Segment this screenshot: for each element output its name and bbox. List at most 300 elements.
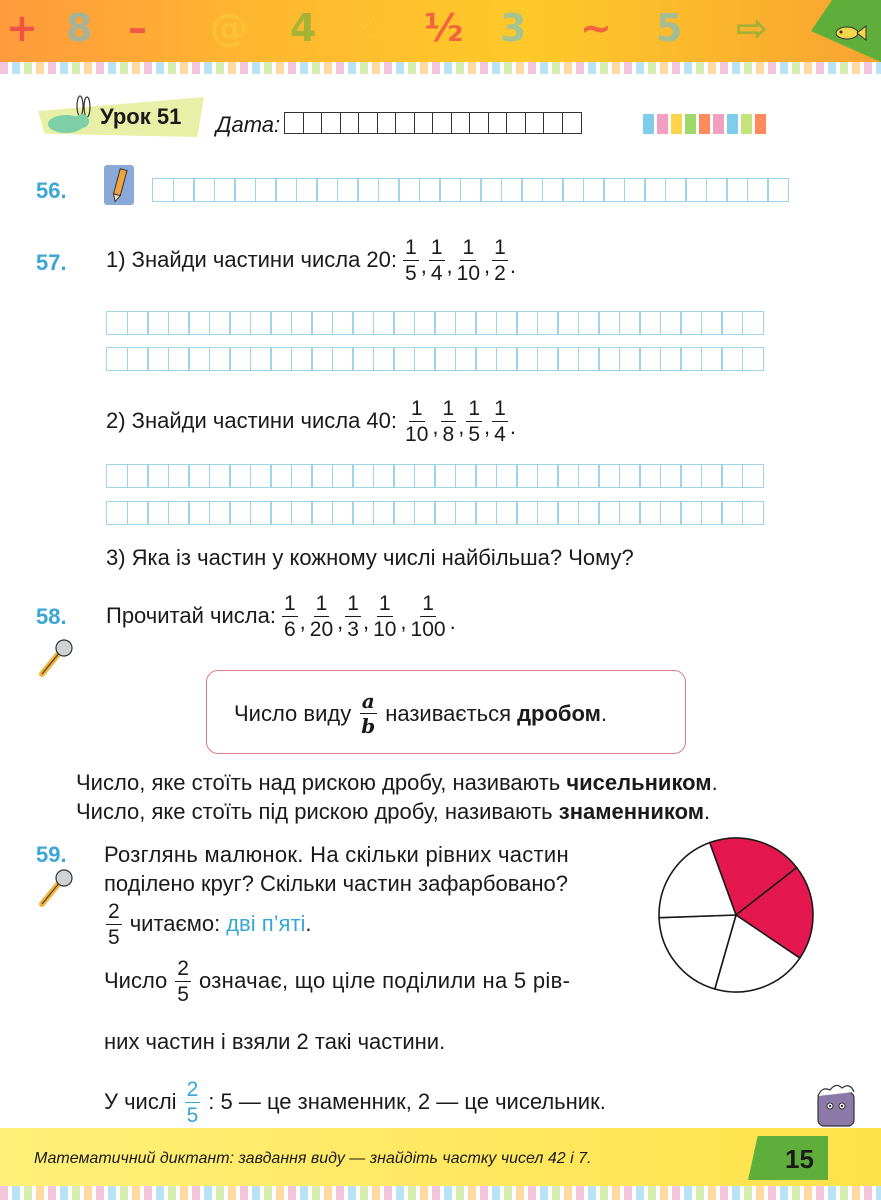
fraction-denominator: 10 <box>405 423 429 447</box>
fraction-numerator: 1 <box>429 236 445 261</box>
answer-cell[interactable] <box>701 311 723 335</box>
date-box[interactable] <box>284 112 304 134</box>
fraction-denominator: 6 <box>283 618 296 642</box>
rule-term: дробом <box>517 700 601 726</box>
answer-cell[interactable] <box>229 501 251 525</box>
answer-cell[interactable] <box>475 501 497 525</box>
answer-cell[interactable] <box>680 501 702 525</box>
answer-cell[interactable] <box>767 178 789 202</box>
answer-cell[interactable] <box>291 464 313 488</box>
answer-cell[interactable] <box>229 464 251 488</box>
answer-cell[interactable] <box>270 501 292 525</box>
answer-cell[interactable] <box>414 311 436 335</box>
answer-cell[interactable] <box>311 464 333 488</box>
date-box[interactable] <box>395 112 415 134</box>
answer-cell[interactable] <box>537 501 559 525</box>
answer-cell[interactable] <box>250 347 272 371</box>
sheep-icon <box>812 1078 862 1130</box>
answer-cell[interactable] <box>660 347 682 371</box>
answer-cell[interactable] <box>127 501 149 525</box>
date-color-chip <box>713 114 724 134</box>
task57-part1-fractions <box>401 236 516 285</box>
answer-cell[interactable] <box>332 501 354 525</box>
answer-cell[interactable] <box>332 464 354 488</box>
fraction-numerator: 1 <box>282 592 298 617</box>
answer-cell[interactable] <box>311 347 333 371</box>
date-box[interactable] <box>414 112 434 134</box>
date-box[interactable] <box>562 112 582 134</box>
answer-cell[interactable] <box>311 311 333 335</box>
answer-cell[interactable] <box>127 311 149 335</box>
answer-cell[interactable] <box>168 311 190 335</box>
answer-cell[interactable] <box>455 347 477 371</box>
answer-cell[interactable] <box>460 178 482 202</box>
answer-cell[interactable] <box>516 464 538 488</box>
answer-cell[interactable] <box>229 347 251 371</box>
answer-cell[interactable] <box>393 311 415 335</box>
task-number-58: 58. <box>36 604 67 629</box>
answer-cell[interactable] <box>721 501 743 525</box>
date-color-chip <box>699 114 710 134</box>
answer-cell[interactable] <box>557 347 579 371</box>
answer-cell[interactable] <box>516 347 538 371</box>
answer-cell[interactable] <box>229 311 251 335</box>
answer-cell[interactable] <box>721 464 743 488</box>
answer-cell[interactable] <box>537 347 559 371</box>
date-box[interactable] <box>377 112 397 134</box>
answer-cells-56[interactable] <box>152 178 788 202</box>
date-color-chip <box>643 114 654 134</box>
definition-denominator <box>76 799 710 825</box>
task59-means-after: означає, що ціле поділили на 5 рів- <box>198 968 571 994</box>
answer-cell[interactable] <box>537 464 559 488</box>
answer-cells-57-1b[interactable] <box>106 347 762 371</box>
task57-part2 <box>106 397 516 446</box>
answer-cell[interactable] <box>193 178 215 202</box>
answer-cell[interactable] <box>255 178 277 202</box>
answer-cell[interactable] <box>419 178 441 202</box>
divided-circle <box>656 835 816 995</box>
date-box[interactable] <box>358 112 378 134</box>
rule-fraction <box>359 690 377 737</box>
fraction-numerator: 1 <box>409 397 425 422</box>
fraction-separator: , <box>299 608 306 634</box>
fraction <box>345 592 361 641</box>
fraction <box>282 592 298 641</box>
fraction-denominator: 10 <box>373 618 397 642</box>
answer-cell[interactable] <box>516 501 538 525</box>
digit-decoration-icon: ½ <box>424 6 464 50</box>
fraction-numerator: 2 <box>185 1078 201 1103</box>
answer-cell[interactable] <box>352 464 374 488</box>
fraction <box>429 236 445 285</box>
answer-cell[interactable] <box>152 178 174 202</box>
digit-decoration-icon: 3 <box>500 6 527 50</box>
answer-cell[interactable] <box>726 178 748 202</box>
answer-cell[interactable] <box>270 464 292 488</box>
answer-cell[interactable] <box>583 178 605 202</box>
date-input-boxes[interactable] <box>284 112 580 134</box>
answer-cell[interactable] <box>332 347 354 371</box>
fraction-separator: , <box>484 252 491 278</box>
task57-part3: 3) Яка із частин у кожному числі найбільша? Чому? <box>106 545 634 570</box>
answer-cell[interactable] <box>373 501 395 525</box>
answer-cell[interactable] <box>316 178 338 202</box>
answer-cell[interactable] <box>603 178 625 202</box>
answer-cell[interactable] <box>168 464 190 488</box>
answer-cell[interactable] <box>475 464 497 488</box>
answer-cell[interactable] <box>147 311 169 335</box>
fraction-separator: , <box>362 608 370 634</box>
task59-fraction-2 <box>175 957 191 1006</box>
answer-cells-57-2b[interactable] <box>106 501 762 525</box>
answer-cell[interactable] <box>234 178 256 202</box>
answer-cell[interactable] <box>455 501 477 525</box>
fraction-numerator: 1 <box>460 236 476 261</box>
answer-cell[interactable] <box>106 311 128 335</box>
answer-cell[interactable] <box>639 501 661 525</box>
fraction-numerator: 1 <box>466 397 482 422</box>
answer-cell[interactable] <box>475 311 497 335</box>
answer-cell[interactable] <box>209 464 231 488</box>
answer-cell[interactable] <box>721 311 743 335</box>
definition-line2-term: знаменником <box>558 799 704 824</box>
answer-cell[interactable] <box>644 178 666 202</box>
answer-cell[interactable] <box>106 501 128 525</box>
task59-reading-end: . <box>305 911 312 937</box>
answer-cell[interactable] <box>639 311 661 335</box>
date-box[interactable] <box>488 112 508 134</box>
date-color-chip <box>727 114 738 134</box>
answer-cell[interactable] <box>598 501 620 525</box>
lesson-title: Урок 51 <box>100 104 182 129</box>
fraction-numerator: 1 <box>492 236 508 261</box>
fraction-denominator: 5 <box>108 926 120 950</box>
answer-cell[interactable] <box>296 178 318 202</box>
fraction-numerator: 1 <box>492 397 508 422</box>
fraction <box>403 397 430 446</box>
answer-cell[interactable] <box>275 178 297 202</box>
fraction-denominator: 3 <box>347 618 359 642</box>
answer-cell[interactable] <box>311 501 333 525</box>
fraction-numerator: 2 <box>175 957 191 982</box>
wave-icon: ~ <box>580 6 612 50</box>
answer-cell[interactable] <box>373 464 395 488</box>
task57-part2-text: 2) Знайди частини числа 40: <box>106 408 398 434</box>
fraction <box>371 592 398 641</box>
answer-cell[interactable] <box>660 501 682 525</box>
answer-cell[interactable] <box>701 501 723 525</box>
answer-cell[interactable] <box>480 178 502 202</box>
answer-cell[interactable] <box>557 311 579 335</box>
answer-cell[interactable] <box>414 464 436 488</box>
task59-line2: поділено круг? Скільки частин зафарбовано? <box>104 871 569 896</box>
answer-cell[interactable] <box>147 464 169 488</box>
fraction <box>466 397 482 446</box>
answer-cell[interactable] <box>578 464 600 488</box>
answer-cell[interactable] <box>352 347 374 371</box>
task59-means-line <box>104 957 570 1006</box>
answer-cell[interactable] <box>291 347 313 371</box>
fraction-denominator: 4 <box>430 262 443 286</box>
date-box[interactable] <box>451 112 471 134</box>
answer-cell[interactable] <box>578 501 600 525</box>
plus-icon: + <box>6 6 38 50</box>
fraction <box>409 592 448 641</box>
fraction-separator: , <box>458 413 465 439</box>
answer-cell[interactable] <box>475 347 497 371</box>
task58-fractions <box>280 592 456 641</box>
answer-cell[interactable] <box>439 178 461 202</box>
date-box[interactable] <box>340 112 360 134</box>
answer-cell[interactable] <box>639 464 661 488</box>
answer-cells-57-2a[interactable] <box>106 464 762 488</box>
answer-cells-57-1a[interactable] <box>106 311 762 335</box>
answer-cell[interactable] <box>496 464 518 488</box>
answer-cell[interactable] <box>168 501 190 525</box>
fraction-numerator: 1 <box>403 236 419 261</box>
definition-numerator <box>76 770 718 796</box>
answer-cell[interactable] <box>147 347 169 371</box>
answer-cell[interactable] <box>352 311 374 335</box>
answer-cell[interactable] <box>639 347 661 371</box>
fraction-denominator: 5 <box>177 983 189 1007</box>
fraction <box>492 236 508 285</box>
answer-cell[interactable] <box>373 347 395 371</box>
answer-cell[interactable] <box>332 311 354 335</box>
answer-cell[interactable] <box>173 178 195 202</box>
task57-part1 <box>106 236 516 285</box>
fraction-denominator: 2 <box>494 262 506 286</box>
fraction-separator: . <box>509 413 516 439</box>
date-box[interactable] <box>525 112 545 134</box>
answer-cell[interactable] <box>434 464 456 488</box>
answer-cell[interactable] <box>393 347 415 371</box>
answer-cell[interactable] <box>619 501 641 525</box>
answer-cell[interactable] <box>414 501 436 525</box>
rule-fraction-denominator: b <box>361 714 376 738</box>
fraction-separator: , <box>484 413 491 439</box>
answer-cell[interactable] <box>434 501 456 525</box>
date-color-chip <box>671 114 682 134</box>
minus-icon: – <box>128 6 147 50</box>
answer-cell[interactable] <box>393 464 415 488</box>
rule-text <box>234 690 607 737</box>
fraction <box>308 592 335 641</box>
answer-cell[interactable] <box>337 178 359 202</box>
answer-cell[interactable] <box>521 178 543 202</box>
answer-cell[interactable] <box>209 347 231 371</box>
answer-cell[interactable] <box>455 464 477 488</box>
date-box[interactable] <box>432 112 452 134</box>
definition-line2-text: Число, яке стоїть під рискою дробу, називають <box>76 799 553 824</box>
answer-cell[interactable] <box>455 311 477 335</box>
definition-line2-end: . <box>704 799 711 824</box>
page-number: 15 <box>785 1144 814 1174</box>
answer-cell[interactable] <box>742 311 764 335</box>
answer-cell[interactable] <box>562 178 584 202</box>
definition-line1-term: чисельником <box>566 770 712 795</box>
fraction-separator: , <box>446 252 453 278</box>
fraction <box>403 236 419 285</box>
microphone-icon <box>36 866 76 910</box>
answer-cell[interactable] <box>393 501 415 525</box>
answer-cell[interactable] <box>434 347 456 371</box>
fraction-separator: , <box>400 608 407 634</box>
answer-cell[interactable] <box>747 178 769 202</box>
date-color-strip <box>643 114 766 134</box>
answer-cell[interactable] <box>378 178 400 202</box>
answer-cell[interactable] <box>537 311 559 335</box>
answer-cell[interactable] <box>742 347 764 371</box>
answer-cell[interactable] <box>106 464 128 488</box>
answer-cell[interactable] <box>680 311 702 335</box>
answer-cell[interactable] <box>619 347 641 371</box>
fraction-denominator: 8 <box>442 423 455 447</box>
date-color-chip <box>657 114 668 134</box>
answer-cell[interactable] <box>742 501 764 525</box>
task59-final-line <box>104 1078 606 1127</box>
rabbit-icon <box>44 94 94 136</box>
answer-cell[interactable] <box>624 178 646 202</box>
digit-decoration-icon: 8 <box>66 6 93 50</box>
spiral-icon: @ <box>210 6 248 50</box>
fraction-denominator: 5 <box>405 262 417 286</box>
task59-fraction-1 <box>106 900 122 949</box>
fraction-separator: , <box>337 608 344 634</box>
date-box[interactable] <box>506 112 526 134</box>
fraction-separator: . <box>509 252 516 278</box>
answer-cell[interactable] <box>291 311 313 335</box>
fraction-denominator: 10 <box>456 262 480 286</box>
answer-cell[interactable] <box>414 347 436 371</box>
answer-cell[interactable] <box>434 311 456 335</box>
answer-cell[interactable] <box>106 347 128 371</box>
answer-cell[interactable] <box>701 464 723 488</box>
answer-cell[interactable] <box>168 347 190 371</box>
answer-cell[interactable] <box>188 311 210 335</box>
fraction-separator: , <box>432 413 439 439</box>
date-box[interactable] <box>303 112 323 134</box>
date-box[interactable] <box>469 112 489 134</box>
fish-icon <box>833 24 867 42</box>
answer-cell[interactable] <box>660 311 682 335</box>
answer-cell[interactable] <box>598 311 620 335</box>
fraction-separator: , <box>420 252 427 278</box>
answer-cell[interactable] <box>742 464 764 488</box>
answer-cell[interactable] <box>250 501 272 525</box>
answer-cell[interactable] <box>188 464 210 488</box>
answer-cell[interactable] <box>619 311 641 335</box>
fraction-denominator: 5 <box>186 1104 199 1128</box>
date-color-chip <box>685 114 696 134</box>
answer-cell[interactable] <box>496 347 518 371</box>
task-number-56: 56. <box>36 178 67 203</box>
task59-line1: Розглянь малюнок. На скільки рівних частин <box>104 842 569 867</box>
task59-reading-line <box>104 900 312 949</box>
rule-before: Число виду <box>234 700 352 726</box>
date-box[interactable] <box>543 112 563 134</box>
answer-cell[interactable] <box>680 464 702 488</box>
answer-cell[interactable] <box>209 501 231 525</box>
top-pattern-strip <box>0 62 881 74</box>
fraction <box>455 236 482 285</box>
answer-cell[interactable] <box>680 347 702 371</box>
star-icon: ☆ <box>356 6 391 50</box>
answer-cell[interactable] <box>127 347 149 371</box>
answer-cell[interactable] <box>291 501 313 525</box>
answer-cell[interactable] <box>557 501 579 525</box>
task58-text: Прочитай числа: <box>106 603 276 629</box>
task59-reading: дві п’яті <box>226 911 306 937</box>
answer-cell[interactable] <box>619 464 641 488</box>
answer-cell[interactable] <box>250 311 272 335</box>
answer-cell[interactable] <box>501 178 523 202</box>
answer-cell[interactable] <box>209 311 231 335</box>
fraction-numerator: 1 <box>377 592 393 617</box>
answer-cell[interactable] <box>188 347 210 371</box>
definition-line1-text: Число, яке стоїть над рискою дробу, називають <box>76 770 561 795</box>
answer-cell[interactable] <box>147 501 169 525</box>
answer-cell[interactable] <box>542 178 564 202</box>
footer-note: Математичний диктант: завдання виду — знайдіть частку чисел 42 і 7. <box>34 1150 592 1167</box>
answer-cell[interactable] <box>127 464 149 488</box>
answer-cell[interactable] <box>706 178 728 202</box>
date-color-chip <box>741 114 752 134</box>
rule-end: . <box>600 700 608 726</box>
fraction-denominator: 5 <box>468 423 480 447</box>
digit-decoration-icon: 4 <box>290 6 317 50</box>
answer-cell[interactable] <box>352 501 374 525</box>
task57-part1-text: 1) Знайди частини числа 20: <box>106 247 398 273</box>
answer-cell[interactable] <box>214 178 236 202</box>
answer-cell[interactable] <box>516 311 538 335</box>
answer-cell[interactable] <box>496 311 518 335</box>
date-box[interactable] <box>321 112 341 134</box>
task-number-57: 57. <box>36 250 67 275</box>
answer-cell[interactable] <box>701 347 723 371</box>
answer-cell[interactable] <box>578 347 600 371</box>
answer-cell[interactable] <box>578 311 600 335</box>
answer-cell[interactable] <box>598 347 620 371</box>
answer-cell[interactable] <box>598 464 620 488</box>
fraction-separator: . <box>449 608 456 634</box>
answer-cell[interactable] <box>685 178 707 202</box>
answer-cell[interactable] <box>660 464 682 488</box>
fraction-denominator: 20 <box>309 618 334 642</box>
answer-cell[interactable] <box>721 347 743 371</box>
fraction-numerator: 2 <box>106 900 122 925</box>
answer-cell[interactable] <box>665 178 687 202</box>
date-color-chip <box>755 114 766 134</box>
task58-line <box>106 592 456 641</box>
answer-cell[interactable] <box>270 347 292 371</box>
answer-cell[interactable] <box>557 464 579 488</box>
arrow-right-icon: ⇨ <box>736 6 768 50</box>
answer-cell[interactable] <box>270 311 292 335</box>
task59-reads-as: читаємо: <box>129 911 221 937</box>
answer-cell[interactable] <box>398 178 420 202</box>
answer-cell[interactable] <box>373 311 395 335</box>
definition-line1-end: . <box>711 770 718 795</box>
task59-means-before: Число <box>104 968 168 994</box>
answer-cell[interactable] <box>250 464 272 488</box>
answer-cell[interactable] <box>188 501 210 525</box>
fraction-numerator: 1 <box>314 592 330 617</box>
answer-cell[interactable] <box>496 501 518 525</box>
fraction <box>492 397 508 446</box>
answer-cell[interactable] <box>357 178 379 202</box>
